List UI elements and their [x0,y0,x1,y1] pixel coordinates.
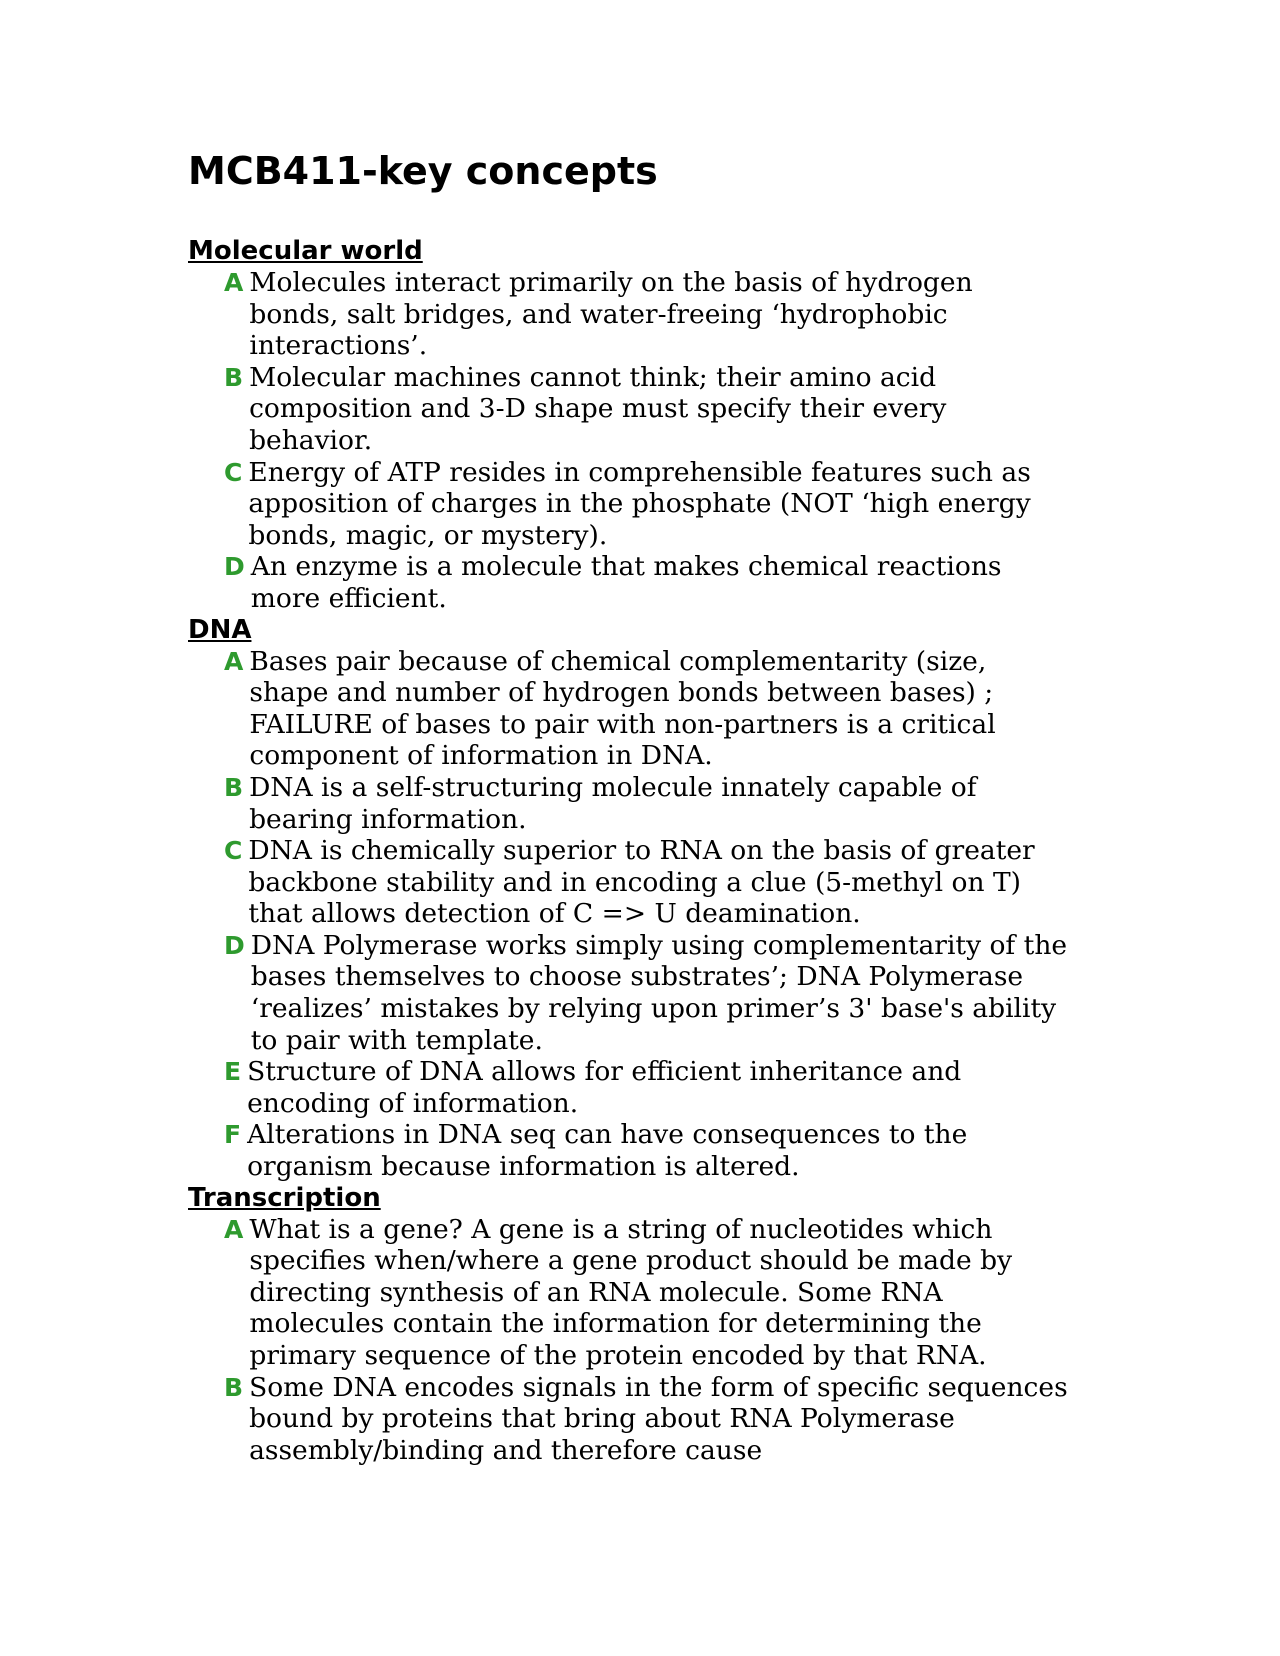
section-molecular-world [188,236,1068,615]
item-text: Bases pair because of chemical complementarity (size, shape and number of hydrogen bonds between bases) ; FAILURE of bases to pair with non-partners is a critical component of information in DNA. [249,645,996,772]
list-item [188,1214,1068,1372]
list-item [188,930,1068,1056]
item-letter: A [224,268,244,297]
item-letter: B [224,772,244,802]
list-item [188,772,1068,835]
item-text: DNA is chemically superior to RNA on the basis of greater backbone stability and in encoding a clue (5-methyl on T) that allows detection of C => U deamination. [248,835,1035,930]
list-item [188,267,1068,362]
list-item [188,551,1068,614]
item-text: What is a gene? A gene is a string of nucleotides which specifies when/where a gene product should be made by directing synthesis of an RNA molecule. Some RNA molecules contain the information for determining the primary sequence of the protein encoded by that RNA. [249,1213,1013,1371]
list-item [188,362,1068,457]
item-letter: C [224,836,243,866]
item-letter: B [224,362,244,392]
section-heading: Transcription [188,1182,381,1213]
item-letter: A [224,646,244,676]
section-transcription [188,1183,1068,1467]
item-text: DNA is a self-structuring molecule innately capable of bearing information. [249,771,977,835]
item-letter: F [224,1120,242,1150]
item-text: Energy of ATP resides in comprehensible features such as apposition of charges in the phosphate (NOT ‘high energy bonds, magic, or mystery). [248,456,1031,551]
item-text: An enzyme is a molecule that makes chemical reactions more efficient. [250,551,1002,614]
section-dna [188,615,1068,1183]
list-item [188,457,1068,552]
list-item [188,835,1068,930]
item-letter: D [224,552,245,582]
item-letter: D [224,930,245,960]
item-text: Structure of DNA allows for efficient inheritance and encoding of information. [247,1056,962,1119]
item-text: Alterations in DNA seq can have consequences to the organism because information is altered. [247,1119,968,1183]
item-text: DNA Polymerase works simply using complementarity of the bases themselves to choose substrates’; DNA Polymerase ‘realizes’ mistakes by relying upon primer’s 3' base's ability to pair with template. [250,929,1068,1056]
item-text: Molecular machines cannot think; their amino acid composition and 3-D shape must specify their every behavior. [249,361,947,456]
list-item [188,646,1068,772]
document-page [188,148,1068,1466]
item-text: Some DNA encodes signals in the form of specific sequences bound by proteins that bring about RNA Polymerase assembly/binding and therefore cause [249,1371,1068,1466]
item-letter: C [224,457,243,487]
document-title: MCB411-key concepts [188,149,658,193]
item-text: Molecules interact primarily on the basis of hydrogen bonds, salt bridges, and water-freeing ‘hydrophobic interactions’. [249,267,973,362]
item-letter: E [224,1057,242,1087]
item-letter: A [224,1214,244,1244]
list-item [188,1056,1068,1119]
list-item [188,1372,1068,1467]
list-item [188,1119,1068,1182]
section-heading: Molecular world [188,236,423,266]
item-letter: B [224,1372,244,1402]
section-heading: DNA [188,614,252,645]
